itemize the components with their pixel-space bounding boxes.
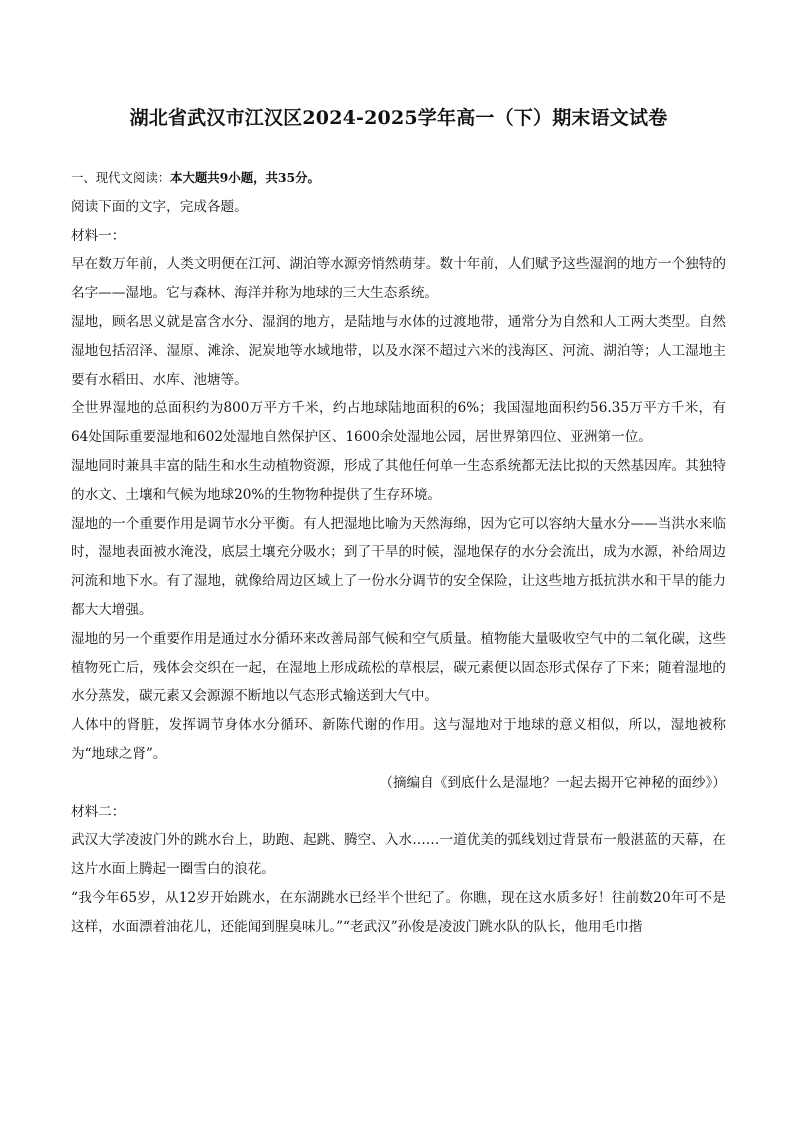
material-one-source: （摘编自《到底什么是湿地？一起去揭开它神秘的面纱》） — [379, 774, 726, 791]
material-one-paragraph: 人体中的肾脏，发挥调节身体水分循环、新陈代谢的作用。这与湿地对于地球的意义相似，所以，湿地被称为“地球之肾”。 — [71, 717, 726, 762]
material-two-paragraph: 武汉大学凌波门外的跳水台上，助跑、起跳、腾空、入水……一道优美的弧线划过背景布一般湛蓝的天幕，在这片水面上腾起一圈雪白的浪花。 — [71, 832, 726, 878]
material-one-paragraph: 湿地的另一个重要作用是通过水分循环来改善局部气候和空气质量。植物能大量吸收空气中的二氧化碳，这些植物死亡后，残体会交织在一起，在湿地上形成疏松的草根层，碳元素便以固态形式保存了下来；随着湿地的水分蒸发，碳元素又会源源不断地以气态形式输送到大气中。 — [71, 630, 726, 705]
material-one-paragraph: 早在数万年前，人类文明便在江河、湖泊等水源旁悄然萌芽。数十年前，人们赋予这些湿润的地方一个独特的名字——湿地。它与森林、海洋并称为地球的三大生态系统。 — [71, 256, 726, 302]
material-two-paragraph: “我今年65岁，从12岁开始跳水，在东湖跳水已经半个世纪了。你瞧，现在这水质多好！往前数20年可不是这样，水面漂着油花儿，还能闻到腥臭味儿。”“老武汉”孙俊是凌波门跳水队的队长，他用毛巾揩 — [71, 889, 726, 935]
material-one-paragraph: 湿地，顾名思义就是富含水分、湿润的地方，是陆地与水体的过渡地带，通常分为自然和人工两大类型。自然湿地包括沼泽、湿原、滩涂、泥炭地等水域地带，以及水深不超过六米的浅海区、河流、湖泊等；人工湿地主要有水稻田、水库、池塘等。 — [71, 313, 726, 388]
material-one-paragraph: 全世界湿地的总面积约为800万平方千米，约占地球陆地面积的6%；我国湿地面积约56.35万平方千米，有64处国际重要湿地和602处湿地自然保护区、1600余处湿地公园，居世界第四位、亚洲第一位。 — [71, 400, 726, 446]
material-one-label: 材料一： — [71, 227, 126, 244]
material-two-label: 材料二： — [71, 803, 126, 820]
material-one-paragraph: 湿地同时兼具丰富的陆生和水生动植物资源，形成了其他任何单一生态系统都无法比拟的天然基因库。其独特的水文、土壤和气候为地球20%的生物物种提供了生存环境。 — [71, 457, 726, 503]
page-title: 湖北省武汉市江汉区2024-2025学年高一（下）期末语文试卷 — [129, 107, 668, 129]
section-detail: 本大题共9小题，共35分。 — [170, 170, 320, 185]
section-prefix: 一、现代文阅读： — [71, 170, 171, 185]
material-one-paragraph: 湿地的一个重要作用是调节水分平衡。有人把湿地比喻为天然海绵，因为它可以容纳大量水分——当洪水来临时，湿地表面被水淹没，底层土壤充分吸水；到了干旱的时候，湿地保存的水分会流出，成为水源，补给周边河流和地下水。有了湿地，就像给周边区域上了一份水分调节的安全保险，让这些地方抵抗洪水和干旱的能力都大大增强。 — [71, 515, 726, 618]
section-heading — [71, 164, 726, 193]
document-body — [71, 164, 726, 942]
reading-instruction: 阅读下面的文字，完成各题。 — [71, 198, 248, 215]
